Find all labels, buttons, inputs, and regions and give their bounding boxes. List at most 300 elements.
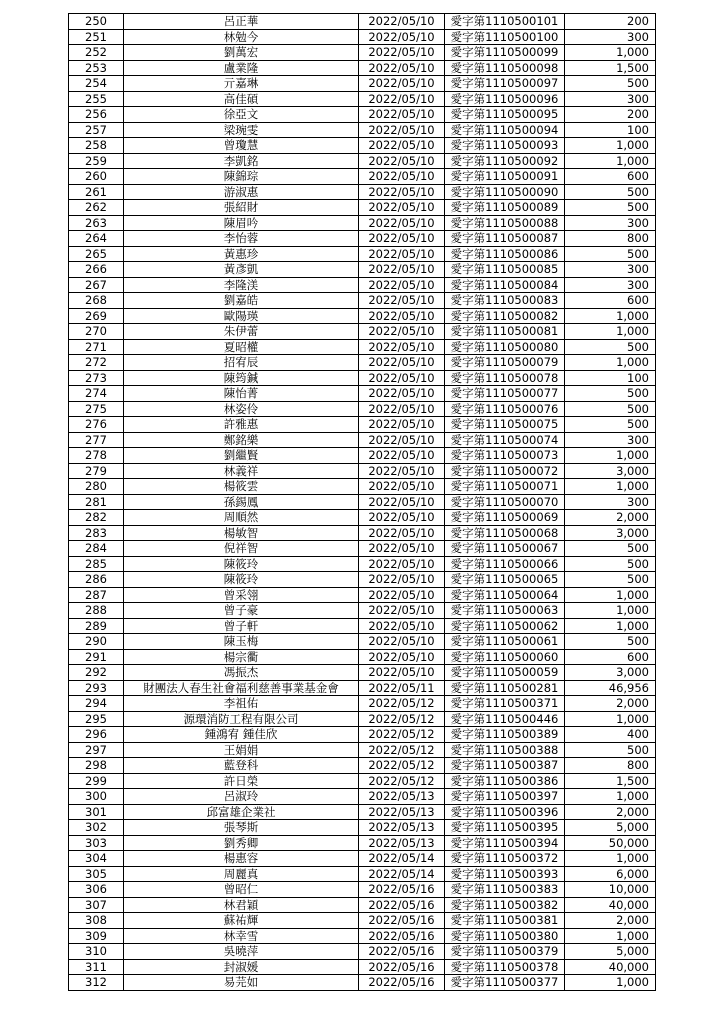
row-number-cell: 271 (69, 339, 124, 355)
date-cell: 2022/05/16 (359, 975, 445, 991)
amount-cell: 500 (565, 401, 656, 417)
row-number-cell: 293 (69, 680, 124, 696)
date-cell: 2022/05/10 (359, 246, 445, 262)
receipt-number-cell: 愛字第1110500092 (445, 153, 565, 169)
receipt-number-cell: 愛字第1110500068 (445, 525, 565, 541)
date-cell: 2022/05/16 (359, 913, 445, 929)
receipt-number-cell: 愛字第1110500074 (445, 432, 565, 448)
donor-name-cell: 邱富雄企業社 (124, 804, 359, 820)
amount-cell: 1,000 (565, 603, 656, 619)
donor-name-cell: 梁琬雯 (124, 122, 359, 138)
amount-cell: 200 (565, 14, 656, 30)
date-cell: 2022/05/10 (359, 14, 445, 30)
amount-cell: 2,000 (565, 696, 656, 712)
donor-name-cell: 馮振杰 (124, 665, 359, 681)
amount-cell: 500 (565, 742, 656, 758)
date-cell: 2022/05/10 (359, 370, 445, 386)
table-row (69, 231, 656, 247)
amount-cell: 300 (565, 215, 656, 231)
row-number-cell: 251 (69, 29, 124, 45)
donor-name-cell: 楊筱雲 (124, 479, 359, 495)
donor-name-cell: 王娟娟 (124, 742, 359, 758)
date-cell: 2022/05/10 (359, 184, 445, 200)
date-cell: 2022/05/10 (359, 665, 445, 681)
table-row (69, 727, 656, 743)
table-row (69, 556, 656, 572)
row-number-cell: 292 (69, 665, 124, 681)
receipt-number-cell: 愛字第1110500096 (445, 91, 565, 107)
receipt-number-cell: 愛字第1110500071 (445, 479, 565, 495)
row-number-cell: 277 (69, 432, 124, 448)
receipt-number-cell: 愛字第1110500073 (445, 448, 565, 464)
date-cell: 2022/05/10 (359, 463, 445, 479)
row-number-cell: 254 (69, 76, 124, 92)
row-number-cell: 310 (69, 944, 124, 960)
donor-name-cell: 高佳碩 (124, 91, 359, 107)
amount-cell: 1,000 (565, 45, 656, 61)
receipt-number-cell: 愛字第1110500097 (445, 76, 565, 92)
receipt-number-cell: 愛字第1110500100 (445, 29, 565, 45)
donor-name-cell: 呂淑玲 (124, 789, 359, 805)
receipt-number-cell: 愛字第1110500085 (445, 262, 565, 278)
row-number-cell: 263 (69, 215, 124, 231)
row-number-cell: 279 (69, 463, 124, 479)
receipt-number-cell: 愛字第1110500397 (445, 789, 565, 805)
row-number-cell: 287 (69, 587, 124, 603)
row-number-cell: 284 (69, 541, 124, 557)
date-cell: 2022/05/10 (359, 649, 445, 665)
donor-name-cell: 鍾鴻宥 鍾佳欣 (124, 727, 359, 743)
amount-cell: 500 (565, 184, 656, 200)
row-number-cell: 291 (69, 649, 124, 665)
amount-cell: 800 (565, 231, 656, 247)
donor-name-cell: 亓嘉琳 (124, 76, 359, 92)
date-cell: 2022/05/10 (359, 45, 445, 61)
row-number-cell: 305 (69, 866, 124, 882)
receipt-number-cell: 愛字第1110500083 (445, 293, 565, 309)
donor-name-cell: 盧業隆 (124, 60, 359, 76)
donor-name-cell: 吳曉萍 (124, 944, 359, 960)
receipt-number-cell: 愛字第1110500076 (445, 401, 565, 417)
row-number-cell: 260 (69, 169, 124, 185)
row-number-cell: 290 (69, 634, 124, 650)
row-number-cell: 270 (69, 324, 124, 340)
amount-cell: 400 (565, 727, 656, 743)
date-cell: 2022/05/10 (359, 107, 445, 123)
table-row (69, 355, 656, 371)
table-row (69, 603, 656, 619)
row-number-cell: 273 (69, 370, 124, 386)
date-cell: 2022/05/14 (359, 851, 445, 867)
donor-name-cell: 張琴斯 (124, 820, 359, 836)
amount-cell: 300 (565, 91, 656, 107)
donor-name-cell: 陳筱玲 (124, 556, 359, 572)
amount-cell: 500 (565, 386, 656, 402)
amount-cell: 3,000 (565, 463, 656, 479)
amount-cell: 1,000 (565, 851, 656, 867)
receipt-number-cell: 愛字第1110500372 (445, 851, 565, 867)
table-row (69, 804, 656, 820)
table-row (69, 200, 656, 216)
row-number-cell: 311 (69, 959, 124, 975)
table-row (69, 835, 656, 851)
donor-name-cell: 曾子豪 (124, 603, 359, 619)
receipt-number-cell: 愛字第1110500281 (445, 680, 565, 696)
row-number-cell: 269 (69, 308, 124, 324)
amount-cell: 50,000 (565, 835, 656, 851)
table-row (69, 14, 656, 30)
amount-cell: 300 (565, 432, 656, 448)
table-row (69, 851, 656, 867)
row-number-cell: 296 (69, 727, 124, 743)
donor-name-cell: 孫錫鳳 (124, 494, 359, 510)
donor-name-cell: 朱伊蕾 (124, 324, 359, 340)
amount-cell: 100 (565, 370, 656, 386)
row-number-cell: 250 (69, 14, 124, 30)
date-cell: 2022/05/10 (359, 91, 445, 107)
receipt-number-cell: 愛字第1110500382 (445, 897, 565, 913)
table-row (69, 293, 656, 309)
amount-cell: 46,956 (565, 680, 656, 696)
date-cell: 2022/05/10 (359, 324, 445, 340)
row-number-cell: 280 (69, 479, 124, 495)
amount-cell: 1,000 (565, 711, 656, 727)
date-cell: 2022/05/14 (359, 866, 445, 882)
row-number-cell: 304 (69, 851, 124, 867)
table-row (69, 107, 656, 123)
donation-table-body (69, 14, 656, 991)
amount-cell: 1,000 (565, 308, 656, 324)
amount-cell: 1,000 (565, 324, 656, 340)
date-cell: 2022/05/10 (359, 60, 445, 76)
table-row (69, 928, 656, 944)
table-row (69, 370, 656, 386)
receipt-number-cell: 愛字第1110500080 (445, 339, 565, 355)
amount-cell: 500 (565, 339, 656, 355)
amount-cell: 2,000 (565, 804, 656, 820)
amount-cell: 600 (565, 169, 656, 185)
receipt-number-cell: 愛字第1110500379 (445, 944, 565, 960)
receipt-number-cell: 愛字第1110500067 (445, 541, 565, 557)
donor-name-cell: 夏昭權 (124, 339, 359, 355)
row-number-cell: 298 (69, 758, 124, 774)
amount-cell: 300 (565, 29, 656, 45)
donor-name-cell: 易芫如 (124, 975, 359, 991)
donor-name-cell: 林君穎 (124, 897, 359, 913)
donor-name-cell: 財團法人春生社會福利慈善事業基金會 (124, 680, 359, 696)
date-cell: 2022/05/16 (359, 928, 445, 944)
row-number-cell: 285 (69, 556, 124, 572)
donor-name-cell: 倪祥智 (124, 541, 359, 557)
row-number-cell: 307 (69, 897, 124, 913)
table-row (69, 215, 656, 231)
amount-cell: 500 (565, 200, 656, 216)
row-number-cell: 253 (69, 60, 124, 76)
receipt-number-cell: 愛字第1110500380 (445, 928, 565, 944)
row-number-cell: 294 (69, 696, 124, 712)
date-cell: 2022/05/10 (359, 572, 445, 588)
receipt-number-cell: 愛字第1110500101 (445, 14, 565, 30)
row-number-cell: 252 (69, 45, 124, 61)
row-number-cell: 295 (69, 711, 124, 727)
receipt-number-cell: 愛字第1110500081 (445, 324, 565, 340)
donor-name-cell: 游淑惠 (124, 184, 359, 200)
date-cell: 2022/05/10 (359, 153, 445, 169)
row-number-cell: 297 (69, 742, 124, 758)
donor-name-cell: 徐亞文 (124, 107, 359, 123)
date-cell: 2022/05/10 (359, 29, 445, 45)
donor-name-cell: 藍登科 (124, 758, 359, 774)
receipt-number-cell: 愛字第1110500095 (445, 107, 565, 123)
receipt-number-cell: 愛字第1110500389 (445, 727, 565, 743)
receipt-number-cell: 愛字第1110500383 (445, 882, 565, 898)
table-row (69, 587, 656, 603)
table-row (69, 401, 656, 417)
donor-name-cell: 李隆渼 (124, 277, 359, 293)
row-number-cell: 288 (69, 603, 124, 619)
amount-cell: 1,500 (565, 773, 656, 789)
row-number-cell: 299 (69, 773, 124, 789)
date-cell: 2022/05/10 (359, 525, 445, 541)
receipt-number-cell: 愛字第1110500066 (445, 556, 565, 572)
donor-name-cell: 曾子軒 (124, 618, 359, 634)
amount-cell: 500 (565, 541, 656, 557)
date-cell: 2022/05/11 (359, 680, 445, 696)
row-number-cell: 303 (69, 835, 124, 851)
receipt-number-cell: 愛字第1110500098 (445, 60, 565, 76)
table-row (69, 773, 656, 789)
row-number-cell: 268 (69, 293, 124, 309)
date-cell: 2022/05/13 (359, 835, 445, 851)
row-number-cell: 258 (69, 138, 124, 154)
table-row (69, 959, 656, 975)
amount-cell: 1,000 (565, 789, 656, 805)
row-number-cell: 266 (69, 262, 124, 278)
row-number-cell: 265 (69, 246, 124, 262)
date-cell: 2022/05/10 (359, 308, 445, 324)
receipt-number-cell: 愛字第1110500087 (445, 231, 565, 247)
amount-cell: 500 (565, 556, 656, 572)
receipt-number-cell: 愛字第1110500094 (445, 122, 565, 138)
date-cell: 2022/05/10 (359, 479, 445, 495)
table-row (69, 122, 656, 138)
date-cell: 2022/05/12 (359, 773, 445, 789)
amount-cell: 500 (565, 417, 656, 433)
date-cell: 2022/05/10 (359, 634, 445, 650)
date-cell: 2022/05/10 (359, 215, 445, 231)
row-number-cell: 275 (69, 401, 124, 417)
table-row (69, 742, 656, 758)
receipt-number-cell: 愛字第1110500084 (445, 277, 565, 293)
amount-cell: 1,000 (565, 153, 656, 169)
table-row (69, 665, 656, 681)
row-number-cell: 301 (69, 804, 124, 820)
table-row (69, 246, 656, 262)
table-row (69, 463, 656, 479)
receipt-number-cell: 愛字第1110500078 (445, 370, 565, 386)
row-number-cell: 309 (69, 928, 124, 944)
receipt-number-cell: 愛字第1110500091 (445, 169, 565, 185)
date-cell: 2022/05/10 (359, 339, 445, 355)
receipt-number-cell: 愛字第1110500062 (445, 618, 565, 634)
donor-name-cell: 張紹財 (124, 200, 359, 216)
date-cell: 2022/05/10 (359, 556, 445, 572)
table-row (69, 789, 656, 805)
donor-name-cell: 李祖佑 (124, 696, 359, 712)
table-row (69, 494, 656, 510)
row-number-cell: 255 (69, 91, 124, 107)
date-cell: 2022/05/10 (359, 618, 445, 634)
table-row (69, 76, 656, 92)
date-cell: 2022/05/12 (359, 758, 445, 774)
table-row (69, 45, 656, 61)
row-number-cell: 257 (69, 122, 124, 138)
amount-cell: 3,000 (565, 525, 656, 541)
receipt-number-cell: 愛字第1110500082 (445, 308, 565, 324)
receipt-number-cell: 愛字第1110500371 (445, 696, 565, 712)
donor-name-cell: 曾瓊慧 (124, 138, 359, 154)
row-number-cell: 259 (69, 153, 124, 169)
amount-cell: 1,000 (565, 355, 656, 371)
receipt-number-cell: 愛字第1110500387 (445, 758, 565, 774)
donor-name-cell: 周麗真 (124, 866, 359, 882)
amount-cell: 500 (565, 246, 656, 262)
table-row (69, 448, 656, 464)
receipt-number-cell: 愛字第1110500064 (445, 587, 565, 603)
donor-name-cell: 蘇祐輝 (124, 913, 359, 929)
donor-name-cell: 封淑媛 (124, 959, 359, 975)
row-number-cell: 308 (69, 913, 124, 929)
donor-name-cell: 許雅惠 (124, 417, 359, 433)
receipt-number-cell: 愛字第1110500090 (445, 184, 565, 200)
receipt-number-cell: 愛字第1110500069 (445, 510, 565, 526)
row-number-cell: 267 (69, 277, 124, 293)
donor-name-cell: 歐陽瑛 (124, 308, 359, 324)
table-row (69, 696, 656, 712)
receipt-number-cell: 愛字第1110500394 (445, 835, 565, 851)
donor-name-cell: 源環消防工程有限公司 (124, 711, 359, 727)
date-cell: 2022/05/10 (359, 432, 445, 448)
table-row (69, 479, 656, 495)
row-number-cell: 289 (69, 618, 124, 634)
donor-name-cell: 林義祥 (124, 463, 359, 479)
date-cell: 2022/05/10 (359, 603, 445, 619)
date-cell: 2022/05/10 (359, 169, 445, 185)
table-row (69, 339, 656, 355)
date-cell: 2022/05/10 (359, 494, 445, 510)
amount-cell: 1,000 (565, 448, 656, 464)
row-number-cell: 276 (69, 417, 124, 433)
table-row (69, 866, 656, 882)
row-number-cell: 262 (69, 200, 124, 216)
row-number-cell: 261 (69, 184, 124, 200)
donor-name-cell: 黃彥凱 (124, 262, 359, 278)
table-row (69, 572, 656, 588)
row-number-cell: 312 (69, 975, 124, 991)
table-row (69, 510, 656, 526)
donor-name-cell: 曾昭仁 (124, 882, 359, 898)
amount-cell: 300 (565, 494, 656, 510)
amount-cell: 10,000 (565, 882, 656, 898)
amount-cell: 5,000 (565, 944, 656, 960)
table-row (69, 138, 656, 154)
table-row (69, 758, 656, 774)
donor-name-cell: 黃惠珍 (124, 246, 359, 262)
table-row (69, 525, 656, 541)
receipt-number-cell: 愛字第1110500077 (445, 386, 565, 402)
receipt-number-cell: 愛字第1110500388 (445, 742, 565, 758)
donor-name-cell: 陳玉梅 (124, 634, 359, 650)
date-cell: 2022/05/10 (359, 587, 445, 603)
row-number-cell: 283 (69, 525, 124, 541)
amount-cell: 3,000 (565, 665, 656, 681)
table-row (69, 169, 656, 185)
donor-name-cell: 李凱銘 (124, 153, 359, 169)
donor-name-cell: 林姿伶 (124, 401, 359, 417)
row-number-cell: 302 (69, 820, 124, 836)
receipt-number-cell: 愛字第1110500061 (445, 634, 565, 650)
receipt-number-cell: 愛字第1110500063 (445, 603, 565, 619)
amount-cell: 1,500 (565, 60, 656, 76)
amount-cell: 1,000 (565, 618, 656, 634)
row-number-cell: 264 (69, 231, 124, 247)
table-row (69, 975, 656, 991)
amount-cell: 1,000 (565, 479, 656, 495)
donor-name-cell: 陳筱玲 (124, 572, 359, 588)
table-row (69, 944, 656, 960)
donor-name-cell: 陳筠鍼 (124, 370, 359, 386)
date-cell: 2022/05/12 (359, 696, 445, 712)
donor-name-cell: 楊惠容 (124, 851, 359, 867)
donor-name-cell: 林幸雪 (124, 928, 359, 944)
receipt-number-cell: 愛字第1110500088 (445, 215, 565, 231)
table-row (69, 649, 656, 665)
receipt-number-cell: 愛字第1110500393 (445, 866, 565, 882)
date-cell: 2022/05/10 (359, 541, 445, 557)
table-row (69, 432, 656, 448)
donor-name-cell: 陳怡菁 (124, 386, 359, 402)
row-number-cell: 278 (69, 448, 124, 464)
amount-cell: 200 (565, 107, 656, 123)
amount-cell: 600 (565, 293, 656, 309)
donor-name-cell: 陳眉吟 (124, 215, 359, 231)
receipt-number-cell: 愛字第1110500446 (445, 711, 565, 727)
date-cell: 2022/05/10 (359, 200, 445, 216)
date-cell: 2022/05/13 (359, 820, 445, 836)
date-cell: 2022/05/10 (359, 417, 445, 433)
date-cell: 2022/05/10 (359, 355, 445, 371)
date-cell: 2022/05/10 (359, 122, 445, 138)
date-cell: 2022/05/12 (359, 742, 445, 758)
amount-cell: 2,000 (565, 913, 656, 929)
receipt-number-cell: 愛字第1110500075 (445, 417, 565, 433)
table-row (69, 262, 656, 278)
row-number-cell: 282 (69, 510, 124, 526)
table-row (69, 91, 656, 107)
donor-name-cell: 劉萬宏 (124, 45, 359, 61)
date-cell: 2022/05/10 (359, 448, 445, 464)
date-cell: 2022/05/16 (359, 959, 445, 975)
date-cell: 2022/05/10 (359, 231, 445, 247)
donor-name-cell: 楊敏智 (124, 525, 359, 541)
receipt-number-cell: 愛字第1110500079 (445, 355, 565, 371)
table-row (69, 913, 656, 929)
table-row (69, 324, 656, 340)
amount-cell: 500 (565, 572, 656, 588)
date-cell: 2022/05/12 (359, 727, 445, 743)
table-row (69, 541, 656, 557)
amount-cell: 1,000 (565, 587, 656, 603)
